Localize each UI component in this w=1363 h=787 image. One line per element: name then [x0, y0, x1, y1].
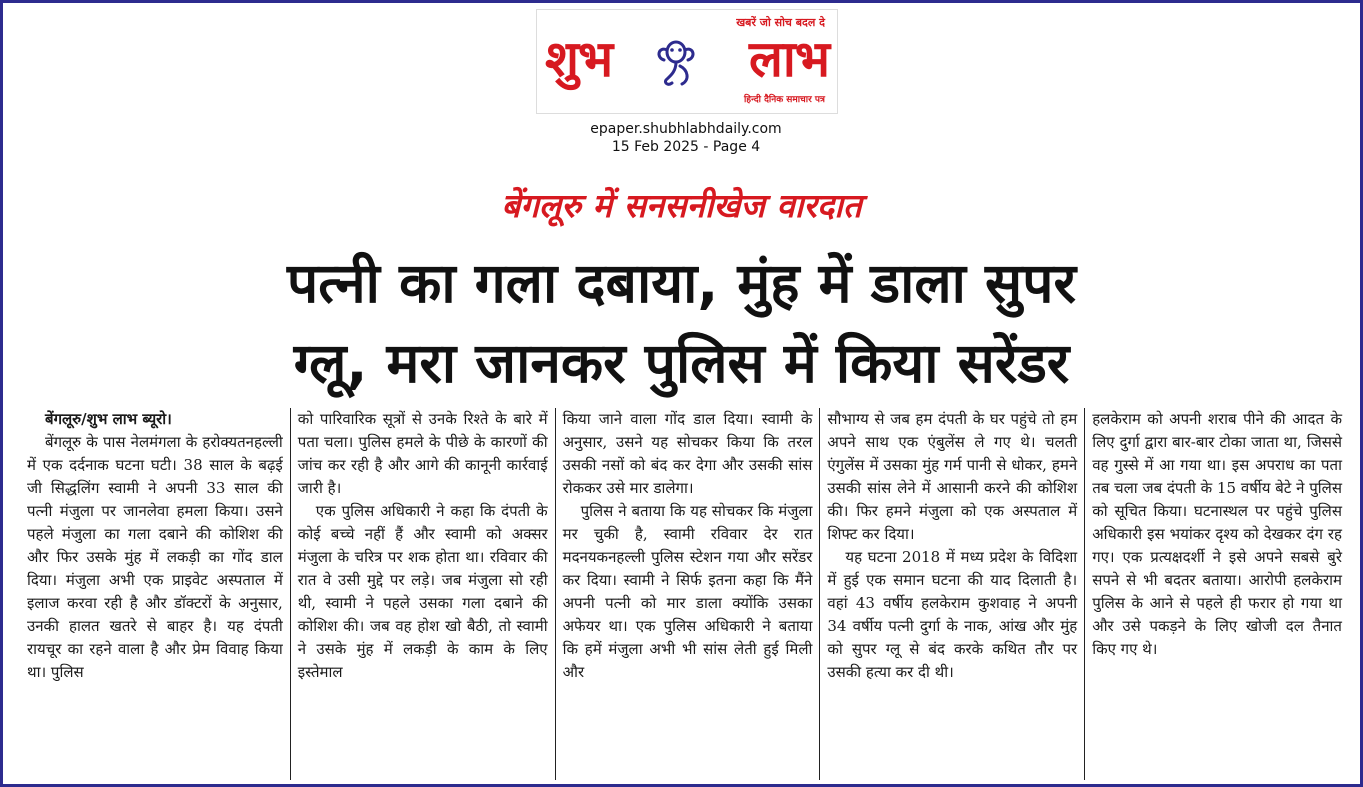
headline-line-1: पत्नी का गला दबाया, मुंह में डाला सुपर: [287, 251, 1076, 315]
article-body: [25, 408, 1349, 780]
headline-kicker: बेंगलूरु में सनसनीखेज वारदात: [501, 186, 862, 225]
byline: बेंगलूरु/शुभ लाभ ब्यूरो।: [45, 410, 172, 428]
paragraph: सौभाग्य से जब हम दंपती के घर पहुंचे तो हम अपने साथ एक एंबुलेंस ले गए थे। चलती एंगुलेंस में उसका मुंह गर्म पानी से धोकर, हमने उसकी सांस लेने में आसानी करने की कोशिश की। फिर हमने मंजुला को एक अस्पताल में शिफ्ट कर दिया।: [827, 410, 1078, 543]
edition-info: [536, 120, 836, 156]
article-column-2: [290, 408, 555, 780]
paragraph: किया जाने वाला गोंद डाल दिया। स्वामी के अनुसार, उसने यह सोचकर किया कि तरल उसकी नसों को बंद कर देगा और उसकी सांस रोककर उसे मार डालेगा।: [562, 410, 813, 497]
article-column-3: [555, 408, 820, 780]
newspaper-logo: [545, 24, 829, 94]
masthead-logo-box: [536, 9, 838, 114]
edition-date-page: 15 Feb 2025 - Page 4: [611, 139, 761, 155]
logo-word-left: शुभ: [545, 30, 613, 88]
masthead-subtagline: हिन्दी दैनिक समाचार पत्र: [743, 95, 825, 105]
masthead-tagline: खबरें जो सोच बदल दे: [736, 16, 825, 29]
main-headline: [33, 243, 1330, 403]
paragraph: एक पुलिस अधिकारी ने कहा कि दंपती के कोई बच्चे नहीं हैं और स्वामी को अक्सर मंजुला के चरित्र पर शक होता था। रविवार की रात वे उसी मुद्दे पर लड़े। जब मंजुला सो रही थी, स्वामी ने पहले उसका गला दबाने की कोशिश की। जब वह होश खो बैठी, तो स्वामी ने उसके मुंह में लकड़ी के काम के लिए इस्तेमाल: [297, 502, 548, 681]
logo-word-right: लाभ: [749, 30, 829, 88]
paragraph: बेंगलूरु के पास नेलमंगला के हरोक्यतनहल्ली में एक दर्दनाक घटना घटी। 38 साल के बढ़ई जी सिद्धलिंग स्वामी ने अपनी 33 साल की पत्नी मंजुला पर जानलेवा हमला किया। उसने पहले मंजुला का गला दबाने की कोशिश की और फिर उसके मुंह में लकड़ी का गोंद डाल दिया। मंजुला अभी एक प्राइवेट अस्पताल में इलाज करवा रही है और डॉक्टरों के अनुसार, उनकी हालत खतरे से बाहर है। यह दंपती रायचूर का रहने वाला है और प्रेम विवाह किया था। पुलिस: [27, 433, 283, 681]
article-column-4: [819, 408, 1084, 780]
epaper-url: epaper.shubhlabhdaily.com: [590, 121, 782, 137]
article-column-1: [25, 408, 290, 780]
headline-line-2: ग्लू, मरा जानकर पुलिस में किया सरेंडर: [293, 331, 1070, 395]
paragraph: हलकेराम को अपनी शराब पीने की आदत के लिए दुर्गा द्वारा बार-बार टोका जाता था, जिससे वह गुस्से में आ गया था। इस अपराध का पता तब चला जब दंपती के 15 वर्षीय बेटे ने पुलिस को सूचित किया। घटनास्थल पर पहुंचे पुलिस अधिकारी इस भयांकर दृश्य को देखकर दंग रह गए। एक प्रत्यक्षदर्शी ने इसे अपने सबसे बुरे सपने से भी बदतर बताया। आरोपी हलकेराम पुलिस के आने से पहले ही फरार हो गया था और उसे पकड़ने के लिए खोजी दल तैनात किए गए थे।: [1092, 410, 1342, 658]
paragraph: पुलिस ने बताया कि यह सोचकर कि मंजुला मर चुकी है, स्वामी रविवार देर रात मदनयकनहल्ली पुलिस स्टेशन गया और सरेंडर कर दिया। स्वामी ने सिर्फ इतना कहा कि मैंने अपनी पत्नी को मार डाला क्योंकि उसका अफेयर था। एक पुलिस अधिकारी ने बताया कि हमें मंजुला अभी भी सांस लेती हुई मिली और: [562, 502, 813, 681]
article-column-5: [1084, 408, 1349, 780]
paragraph: यह घटना 2018 में मध्य प्रदेश के विदिशा में हुई एक समान घटना की याद दिलाती है। वहां 43 वर्षीय हलकेराम कुशवाह ने अपनी 34 वर्षीय पत्नी दुर्गा के नाक, आंख और मुंह को सुपर ग्लू से बंद करके कथित तौर पर उसकी हत्या कर दी थी।: [827, 548, 1078, 681]
ganesha-icon: [652, 36, 700, 88]
paragraph: को पारिवारिक सूत्रों से उनके रिश्ते के बारे में पता चला। पुलिस हमले के पीछे के कारणों की जांच कर रही है और आगे की कानूनी कार्रवाई जारी है।: [297, 410, 548, 497]
